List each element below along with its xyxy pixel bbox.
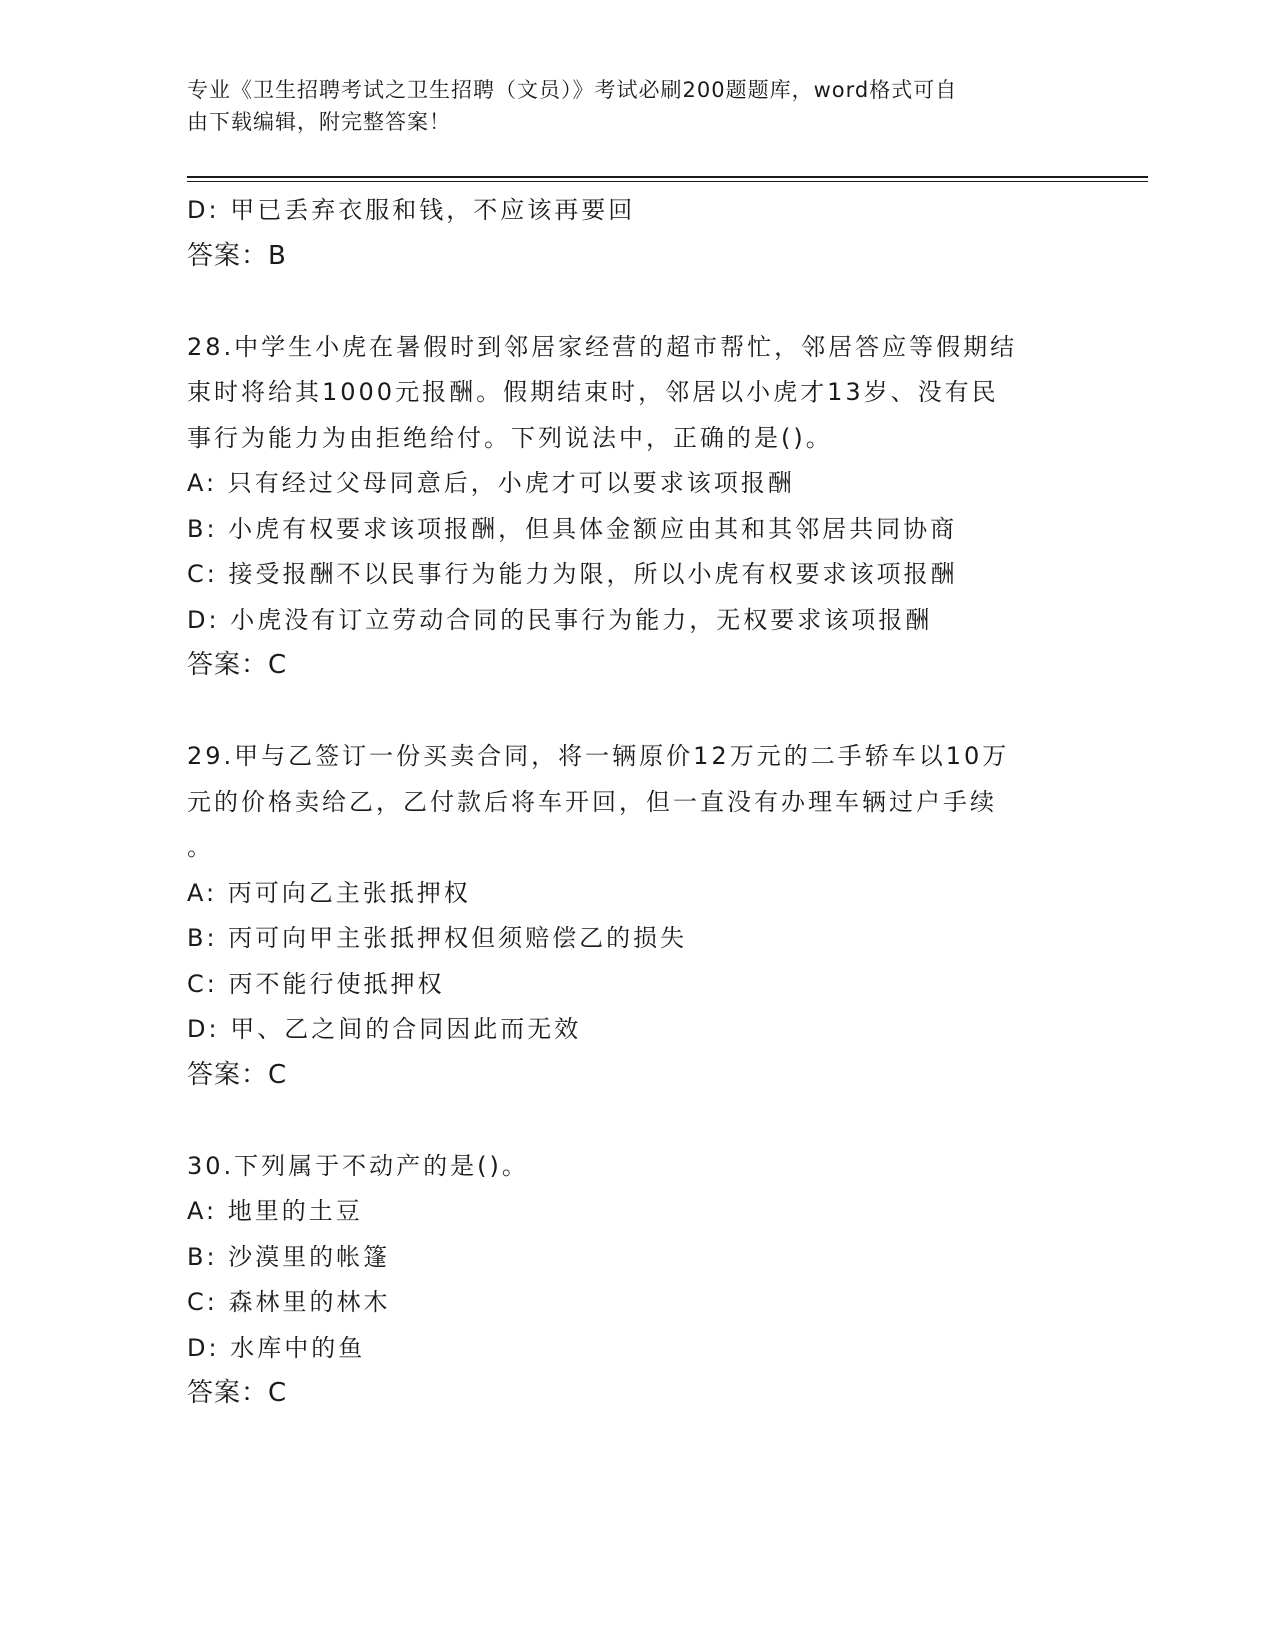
option-b: B: 小虎有权要求该项报酬，但具体金额应由其和其邻居共同协商 [187,514,958,543]
header-line-1: 专业《卫生招聘考试之卫生招聘（文员）》考试必刷200题题库，word格式可自 [187,78,958,102]
option-d: D: 小虎没有订立劳动合同的民事行为能力，无权要求该项报酬 [187,605,933,634]
spacer [187,689,1087,735]
question-stem: 30.下列属于不动产的是()。 [187,1151,529,1180]
option-c: C: 接受报酬不以民事行为能力为限，所以小虎有权要求该项报酬 [187,560,958,588]
document-header [187,74,1067,138]
question-stem: 事行为能力为由拒绝给付。下列说法中，正确的是()。 [187,423,833,452]
question-stem: 束时将给其1000元报酬。假期结束时，邻居以小虎才13岁、没有民 [187,378,999,406]
header-divider-thin [187,181,1148,182]
header-line-2: 由下载编辑，附完整答案！ [187,110,451,134]
question-29 [187,734,1087,1098]
option-d: D: 甲已丢弃衣服和钱，不应该再要回 [187,196,636,224]
question-stem: 。 [187,833,214,861]
spacer [187,279,1087,325]
question-stem: 28.中学生小虎在暑假时到邻居家经营的超市帮忙，邻居答应等假期结 [187,332,1018,361]
spacer [187,1098,1087,1144]
option-c: C: 丙不能行使抵押权 [187,969,445,998]
option-a: A: 只有经过父母同意后，小虎才可以要求该项报酬 [187,469,795,497]
option-a: A: 地里的土豆 [187,1197,363,1225]
question-27-tail [187,188,1087,279]
answer: 答案：C [187,1059,288,1090]
question-28 [187,325,1087,689]
page-content [187,188,1087,1417]
option-b: B: 沙漠里的帐篷 [187,1242,391,1271]
question-30 [187,1144,1087,1417]
question-stem: 元的价格卖给乙，乙付款后将车开回，但一直没有办理车辆过户手续 [187,787,997,816]
option-a: A: 丙可向乙主张抵押权 [187,878,471,907]
header-divider-thick [187,176,1148,178]
option-d: D: 水库中的鱼 [187,1333,366,1362]
option-b: B: 丙可向甲主张抵押权但须赔偿乙的损失 [187,924,688,952]
question-stem: 29.甲与乙签订一份买卖合同，将一辆原价12万元的二手轿车以10万 [187,742,1010,770]
option-d: D: 甲、乙之间的合同因此而无效 [187,1015,582,1043]
answer: 答案：C [187,650,288,680]
option-c: C: 森林里的林木 [187,1288,391,1316]
answer: 答案：B [187,240,287,271]
answer: 答案：C [187,1378,288,1408]
